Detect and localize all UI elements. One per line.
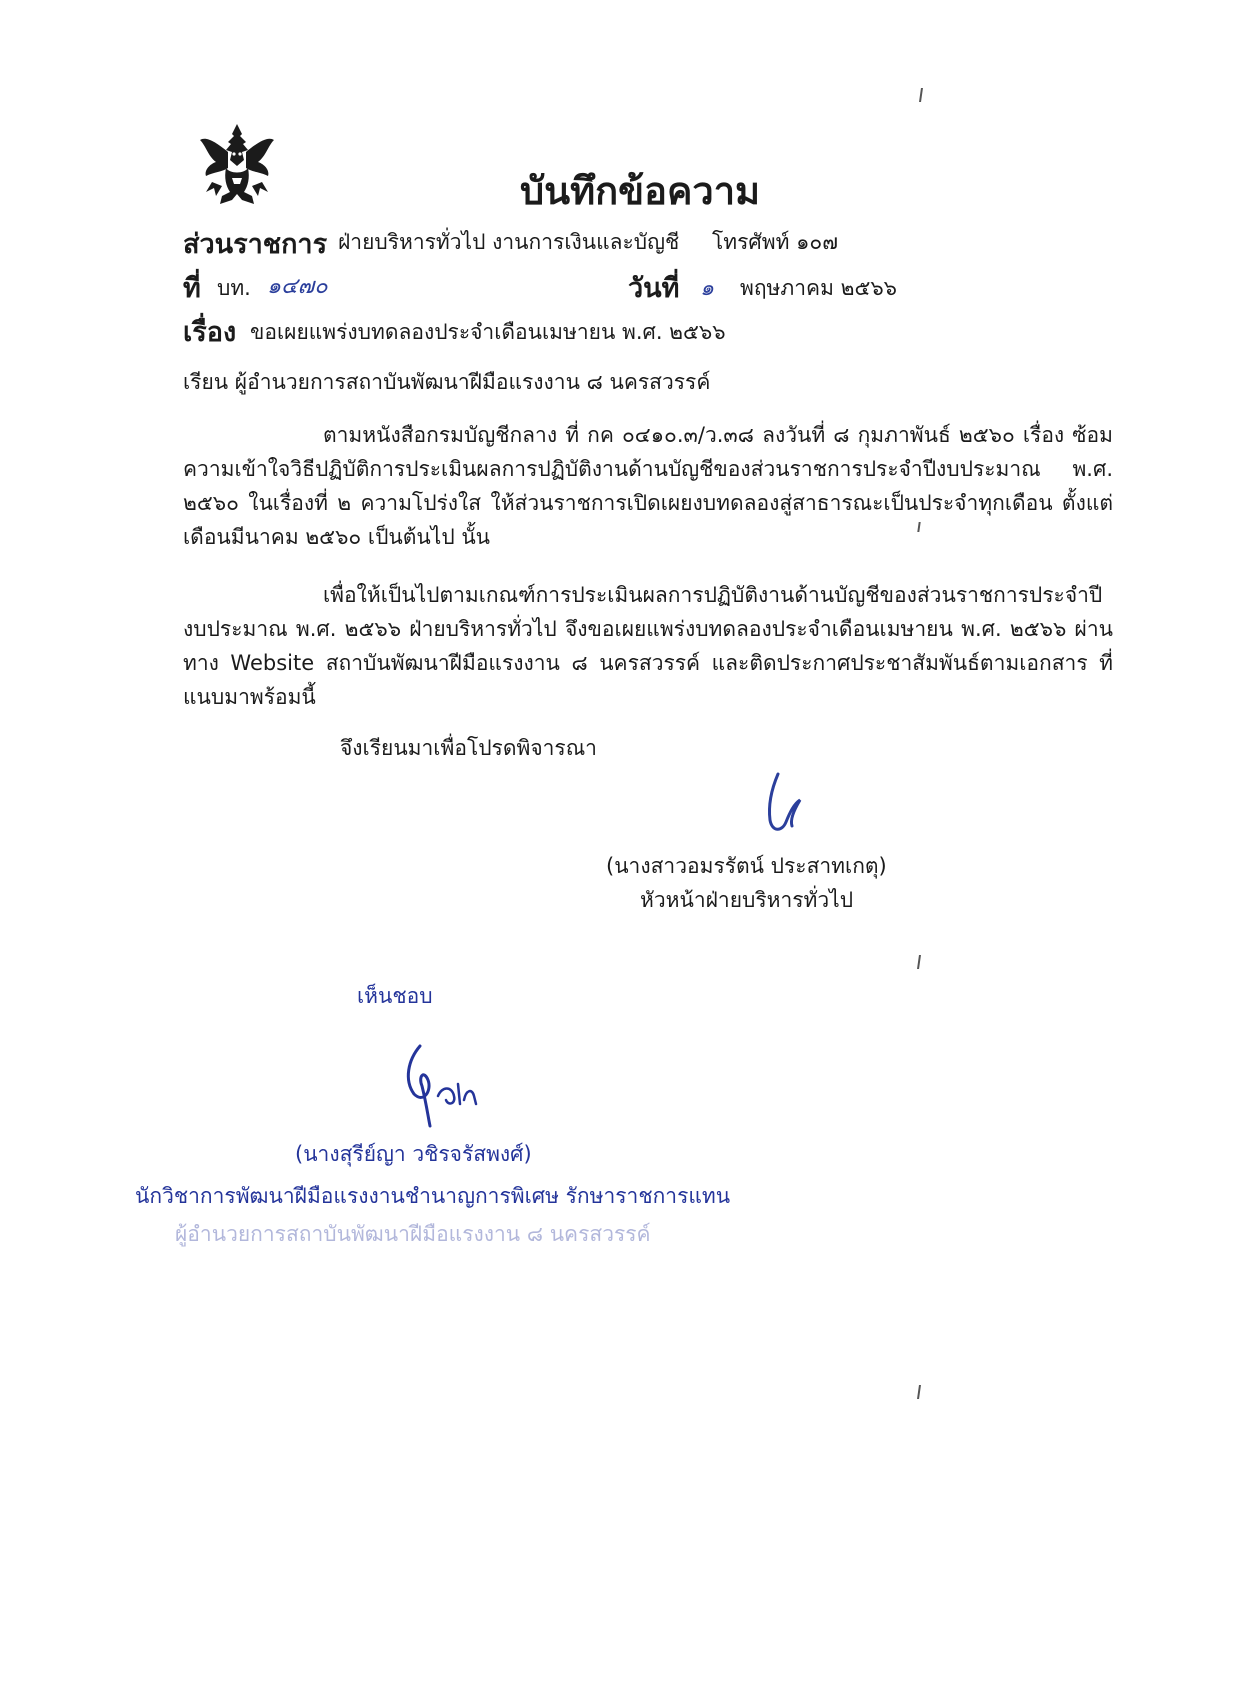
scan-mark <box>917 1385 921 1399</box>
scan-mark <box>917 955 921 969</box>
garuda-emblem-icon <box>198 122 276 208</box>
date-day: ๑ <box>700 276 714 301</box>
memo-title: บันทึกข้อความ <box>520 169 761 213</box>
reference-number: ๑๔๗๐ <box>267 274 328 299</box>
department-value: ฝ่ายบริหารทั่วไป งานการเงินและบัญชี <box>338 230 680 254</box>
reference-prefix: บท. <box>217 276 251 300</box>
approval-signature-mark <box>398 1040 498 1130</box>
subject-value: ขอเผยแพร่งบทดลองประจำเดือนเมษายน พ.ศ. ๒๕๖๖ <box>250 320 726 344</box>
subject-label: เรื่อง <box>183 317 237 348</box>
date-month-year: พฤษภาคม ๒๕๖๖ <box>740 276 897 300</box>
approval-note: เห็นชอบ <box>357 984 433 1008</box>
salutation: เรียน ผู้อำนวยการสถาบันพัฒนาฝีมือแรงงาน ๘ นครสวรรค์ <box>183 370 711 394</box>
signature-mark <box>760 770 810 840</box>
department-label: ส่วนราชการ <box>183 229 328 260</box>
closing-line: จึงเรียนมาเพื่อโปรดพิจารณา <box>340 736 597 760</box>
approver-position-2: ผู้อำนวยการสถาบันพัฒนาฝีมือแรงงาน ๘ นครสวรรค์ <box>175 1222 651 1246</box>
paragraph-2: เพื่อให้เป็นไปตามเกณฑ์การประเมินผลการปฏิบัติงานด้านบัญชีของส่วนราชการประจำปี งบประมาณ พ.ศ. ๒๕๖๖ ฝ่ายบริหารทั่วไป จึงขอเผยแพร่งบทดลองประจำเดือนเมษายน พ.ศ. ๒๕๖๖ ผ่านทาง Website สถาบันพัฒนาฝีมือแรงงาน ๘ นครสวรรค์ และติดประกาศประชาสัมพันธ์ตามเอกสาร ที่แนบมาพร้อมนี้ <box>183 583 1113 709</box>
phone-number: โทรศัพท์ ๑๐๗ <box>712 230 839 254</box>
approver-name: (นางสุรีย์ญา วชิรจรัสพงศ์) <box>295 1142 532 1166</box>
paragraph-1: ตามหนังสือกรมบัญชีกลาง ที่ กค ๐๔๑๐.๓/ว.๓๘ ลงวันที่ ๘ กุมภาพันธ์ ๒๕๖๐ เรื่อง ซ้อมความเข้าใจวิธีปฏิบัติการประเมินผลการปฏิบัติงานด้านบัญชีของส่วนราชการประจำปีงบประมาณ พ.ศ. ๒๕๖๐ ในเรื่องที่ ๒ ความโปร่งใส ให้ส่วนราชการเปิดเผยงบทดลองสู่สาธารณะเป็นประจำทุกเดือน ตั้งแต่เดือนมีนาคม ๒๕๖๐ เป็นต้นไป นั้น <box>183 423 1113 549</box>
reference-label: ที่ <box>183 273 201 304</box>
scan-mark <box>919 88 923 102</box>
signer-position: หัวหน้าฝ่ายบริหารทั่วไป <box>640 888 854 912</box>
date-label: วันที่ <box>628 273 680 304</box>
signer-name: (นางสาวอมรรัตน์ ประสาทเกตุ) <box>606 854 887 878</box>
approver-position: นักวิชาการพัฒนาฝีมือแรงงานชำนาญการพิเศษ รักษาราชการแทน <box>135 1184 731 1208</box>
